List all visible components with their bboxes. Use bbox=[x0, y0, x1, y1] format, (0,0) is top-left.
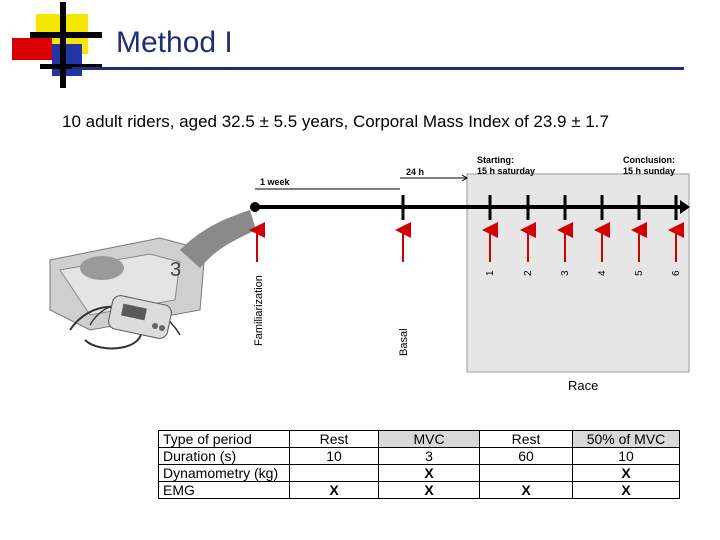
race-label: Race bbox=[568, 378, 599, 393]
table-cell: Duration (s) bbox=[159, 448, 290, 465]
period-week-label: 1 week bbox=[260, 177, 290, 187]
period-24h-label: 24 h bbox=[406, 167, 425, 177]
protocol-figure bbox=[30, 150, 700, 400]
table-cell bbox=[290, 465, 379, 482]
table-cell: 60 bbox=[480, 448, 573, 465]
dynamometer-photo bbox=[30, 210, 256, 380]
protocol-table bbox=[158, 430, 680, 499]
marker-label: 3 bbox=[560, 270, 571, 276]
slide-title: Method I bbox=[116, 26, 233, 59]
table-header-row bbox=[159, 431, 680, 448]
table-row bbox=[159, 465, 680, 482]
svg-text:3: 3 bbox=[170, 259, 182, 281]
table-header-cell: MVC bbox=[379, 431, 480, 448]
end-label: Conclusion: bbox=[623, 155, 675, 165]
start-time: 15 h saturday bbox=[477, 166, 536, 176]
table-header-cell: Rest bbox=[480, 431, 573, 448]
table-cell: 10 bbox=[290, 448, 379, 465]
table-cell: X bbox=[573, 482, 680, 499]
familiarization-label: Familiarization bbox=[253, 275, 265, 346]
table-cell: X bbox=[379, 465, 480, 482]
table-cell: X bbox=[573, 465, 680, 482]
table-header-cell: Type of period bbox=[159, 431, 290, 448]
marker-label: 1 bbox=[485, 270, 496, 276]
table-cell: X bbox=[480, 482, 573, 499]
start-label: Starting: bbox=[477, 155, 514, 165]
table-header-cell: 50% of MVC bbox=[573, 431, 680, 448]
slide-subtitle: 10 adult riders, aged 32.5 ± 5.5 years, Corporal Mass Index of 23.9 ± 1.7 bbox=[62, 112, 609, 131]
title-underline bbox=[72, 67, 684, 70]
basal-label: Basal bbox=[398, 328, 410, 356]
marker-label: 6 bbox=[671, 270, 682, 276]
timeline-start-dot bbox=[250, 202, 260, 212]
marker-label: 2 bbox=[523, 270, 534, 276]
table-cell: X bbox=[290, 482, 379, 499]
table-cell: Dynamometry (kg) bbox=[159, 465, 290, 482]
table-cell bbox=[480, 465, 573, 482]
table-cell: 10 bbox=[573, 448, 680, 465]
race-period-area bbox=[467, 174, 689, 372]
marker-label: 5 bbox=[634, 270, 645, 276]
table-cell: X bbox=[379, 482, 480, 499]
end-time: 15 h sunday bbox=[623, 166, 676, 176]
table-cell: 3 bbox=[379, 448, 480, 465]
marker-label: 4 bbox=[597, 270, 608, 276]
table-row bbox=[159, 482, 680, 499]
table-header-cell: Rest bbox=[290, 431, 379, 448]
corner-logo bbox=[0, 0, 110, 90]
table-cell: EMG bbox=[159, 482, 290, 499]
table-row bbox=[159, 448, 680, 465]
